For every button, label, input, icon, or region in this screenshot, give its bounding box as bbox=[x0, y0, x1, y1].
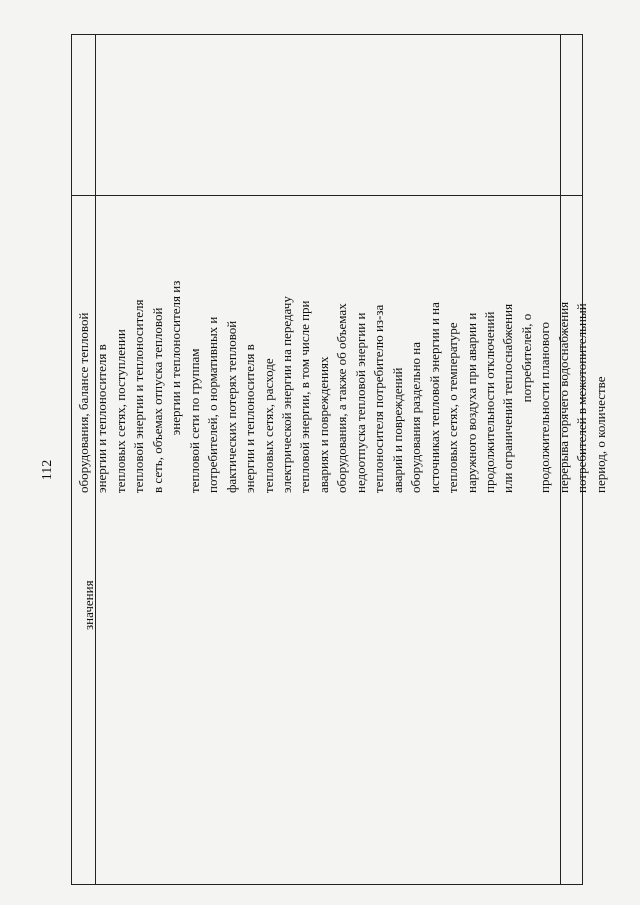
description-line: продолжительности планового bbox=[537, 322, 553, 493]
description-line: недоотпуска тепловой энергии и bbox=[352, 312, 368, 493]
description-line: энергии и теплоносителя в bbox=[94, 344, 110, 493]
description-line: перерыва горячего водоснабжения bbox=[555, 301, 571, 493]
description-line: или ограничений теплоснабжения bbox=[500, 303, 516, 493]
row-divider bbox=[72, 195, 582, 196]
description-line: фактических потерях тепловой bbox=[223, 320, 239, 493]
description-line: энергии и теплоносителя из bbox=[168, 280, 184, 436]
column-values-label: значения bbox=[81, 580, 96, 630]
description-line: электрической энергии на передачу bbox=[278, 296, 294, 493]
description-line: тепловой сети по группам bbox=[186, 348, 202, 493]
description-line: потребителей, о bbox=[518, 313, 534, 403]
description-line: оборудования раздельно на bbox=[408, 341, 424, 493]
table-frame bbox=[71, 34, 608, 885]
description-line: потребителей в межотопительный bbox=[574, 303, 590, 493]
description-line: период, о количестве bbox=[592, 376, 608, 493]
description-line: тепловой энергии и теплоносителя bbox=[131, 299, 147, 493]
page-number: 112 bbox=[40, 459, 55, 481]
description-line: авариях и повреждениях bbox=[315, 356, 331, 493]
description-line: потребителей, о нормативных и bbox=[205, 316, 221, 493]
description-line: тепловых сетях, о температуре bbox=[445, 322, 461, 493]
description-line: теплоносителя потребителю из-за bbox=[371, 304, 387, 493]
description-line: тепловых сетях, расходе bbox=[260, 358, 276, 493]
description-line: оборудования, балансе тепловой bbox=[76, 312, 91, 493]
description-line: тепловых сетях, поступлении bbox=[112, 329, 128, 493]
description-line: наружного воздуха при аварии и bbox=[463, 312, 479, 493]
description-line: источниках тепловой энергии и на bbox=[426, 302, 442, 493]
description-line: энергии и теплоносителя в bbox=[242, 344, 258, 493]
description-line: продолжительности отключений bbox=[481, 311, 497, 493]
description-line: тепловой энергии, в том числе при bbox=[297, 300, 313, 493]
description-line: оборудования, а также об объемах bbox=[334, 303, 350, 493]
description-text-block bbox=[75, 223, 608, 495]
description-line: в сеть, объемах отпуска тепловой bbox=[149, 307, 165, 493]
description-line: аварий и повреждений bbox=[389, 367, 405, 493]
